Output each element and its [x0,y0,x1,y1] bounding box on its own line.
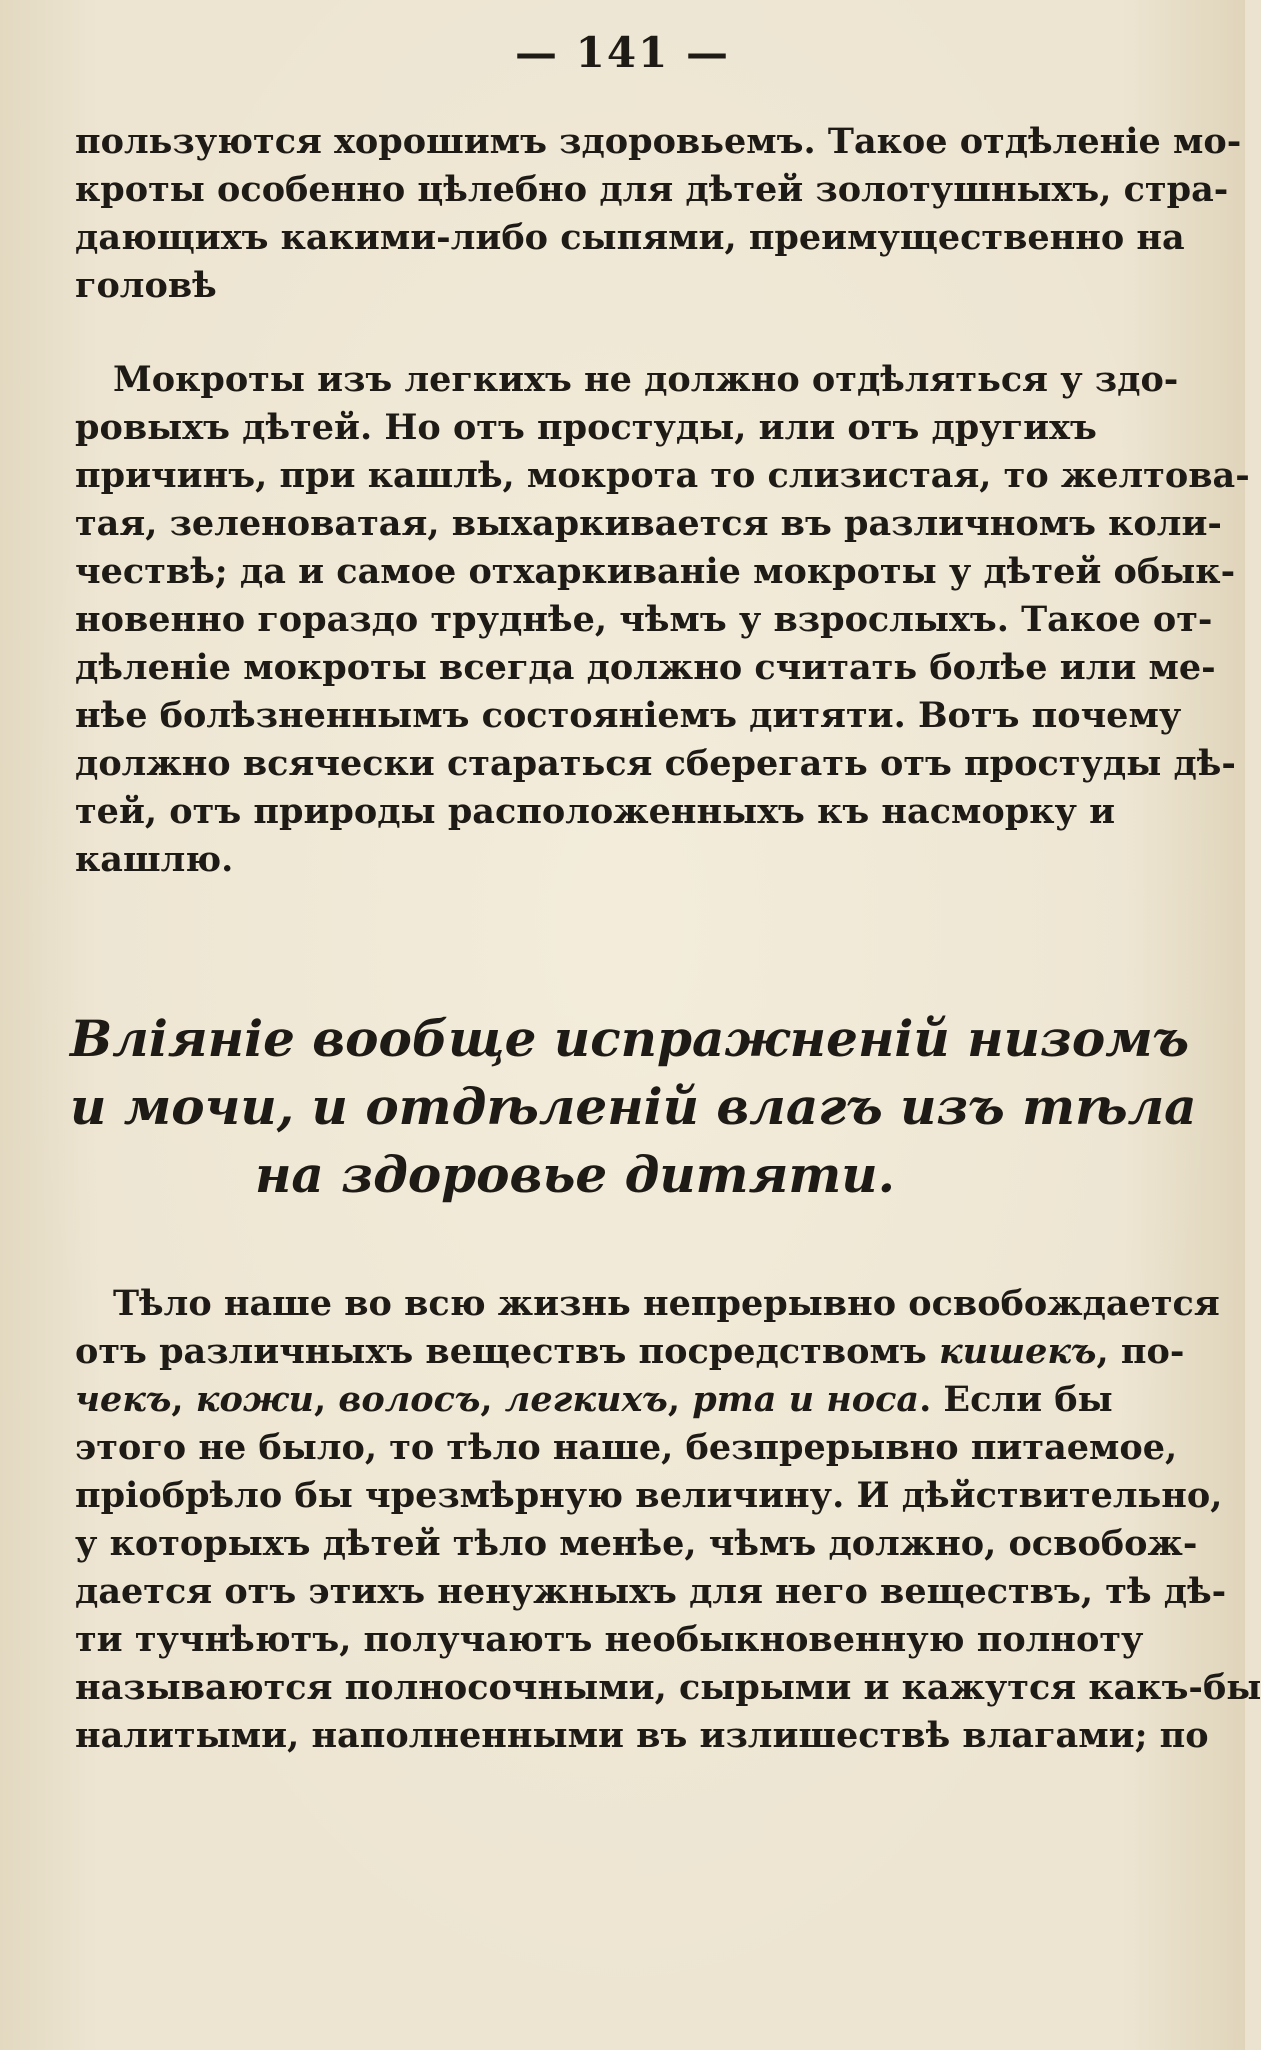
text-line: дѣленіе мокроты всегда должно считать болѣе или ме- [75,647,1216,688]
page-number: — 141 — [515,28,730,77]
text-line: тая, зеленоватая, выхаркивается въ различномъ коли- [75,503,1222,544]
text-line [75,1328,1185,1376]
text-line: головѣ [75,265,217,306]
text-line: называются полносочными, сырыми и кажутся какъ-бы [75,1667,1261,1708]
text-line: причинъ, при кашлѣ, мокрота то слизистая, то желтова- [75,455,1250,496]
text-line: налитыми, наполненными въ излишествѣ влагами; по [75,1715,1209,1756]
paragraph-1 [75,118,1242,310]
heading-line: и мочи, и отдѣленій влагъ изъ тѣла [70,1077,1197,1136]
text-line: Мокроты изъ легкихъ не должно отдѣляться у здо- [113,359,1179,400]
text-line: должно всячески стараться сберегать отъ простуды дѣ- [75,743,1236,784]
italic-term: легкихъ [504,1379,668,1420]
text-line: Тѣло наше во всю жизнь непрерывно освобождается [113,1283,1220,1324]
text-run: , [480,1379,505,1420]
text-line: кашлю. [75,839,234,880]
text-line: чествѣ; да и самое отхаркиваніе мокроты у дѣтей обык- [75,551,1236,592]
text-line: ти тучнѣютъ, получаютъ необыкновенную полноту [75,1619,1144,1660]
text-line: у которыхъ дѣтей тѣло менѣе, чѣмъ должно, освобож- [75,1523,1198,1564]
italic-term: рта и носа [692,1379,920,1420]
text-line: кроты особенно цѣлебно для дѣтей золотушныхъ, стра- [75,169,1229,210]
text-run: , [313,1379,339,1420]
text-line: дающихъ какими-либо сыпями, преимущественно на [75,217,1185,258]
text-line: дается отъ этихъ ненужныхъ для него веществъ, тѣ дѣ- [75,1571,1227,1612]
text-line: ровыхъ дѣтей. Но отъ простуды, или отъ другихъ [75,407,1097,448]
text-line: новенно гораздо труднѣе, чѣмъ у взрослыхъ. Такое от- [75,599,1213,640]
text-run: отъ различныхъ веществъ посредствомъ [75,1331,939,1372]
text-run: , по- [1096,1331,1185,1372]
heading-line: на здоровье дитяти. [254,1145,896,1204]
text-line: пользуются хорошимъ здоровьемъ. Такое отдѣленіе мо- [75,121,1242,162]
text-run: , [171,1379,196,1420]
italic-term: кожи [195,1379,314,1420]
italic-term: чекъ [75,1379,172,1420]
text-run: , [667,1379,693,1420]
italic-term: волосъ [338,1379,481,1420]
paragraph-2 [75,356,1250,884]
text-line [75,1376,1113,1424]
text-run: . Если бы [919,1379,1113,1420]
paragraph-3 [75,1280,1261,1760]
italic-term: кишекъ [938,1331,1097,1372]
text-line: этого не было, то тѣло наше, безпрерывно питаемое, [75,1427,1178,1468]
text-line: пріобрѣло бы чрезмѣрную величину. И дѣйствительно, [75,1475,1223,1516]
text-line: тей, отъ природы расположенныхъ къ насморку и [75,791,1116,832]
section-heading [70,1005,1197,1209]
text-line: нѣе болѣзненнымъ состояніемъ дитяти. Вотъ почему [75,695,1182,736]
heading-line: Вліяніе вообще испражненій низомъ [70,1009,1190,1068]
